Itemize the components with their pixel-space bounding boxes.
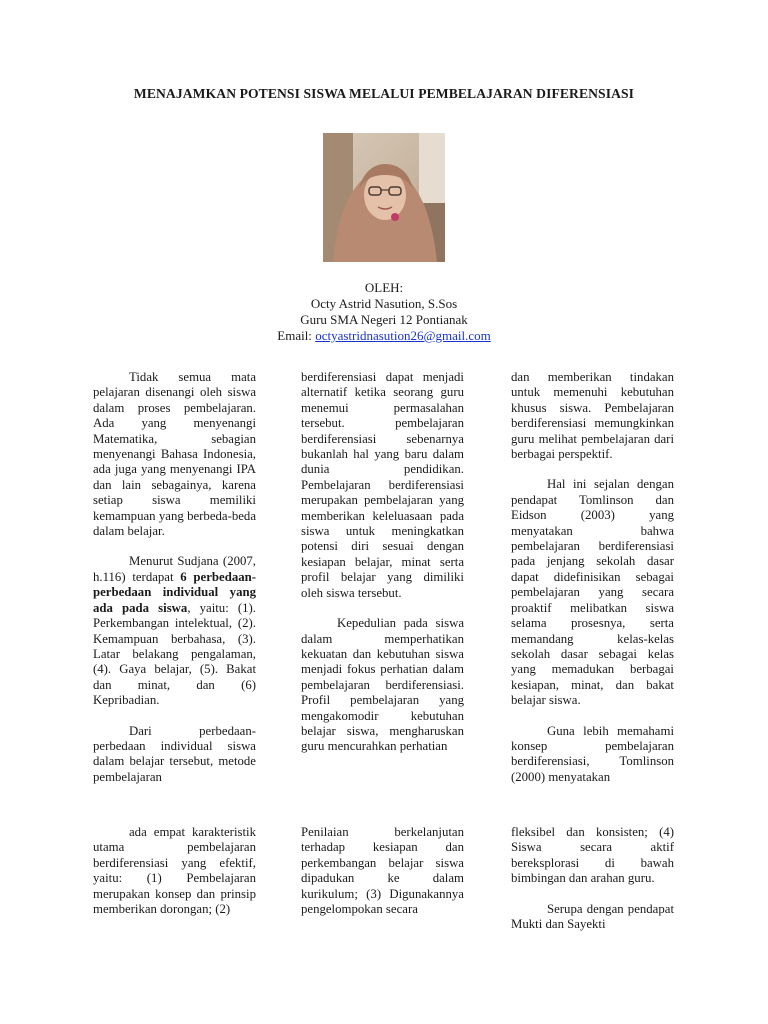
paragraph: Guna lebih memahami konsep pembelajaran berdiferensiasi, Tomlinson (2000) menyatakan: [511, 723, 674, 784]
column-2-top: [301, 370, 464, 755]
oleh-label: OLEH:: [364, 280, 404, 295]
column-2-bottom: [301, 825, 464, 917]
paragraph: berdiferensiasi dapat menjadi alternatif ketika seorang guru menemui permasalahan tersebut. pembelajaran berdiferensiasi sebenarnya bukanlah hal yang baru dalam dunia pendidikan. Pembelajaran berdiferensiasi merupakan pembelajaran yang memberikan keleluasaan pada siswa untuk meningkatkan potensi diri sesuai dengan kesiapan belajar, minat serta profil belajar yang dimiliki oleh siswa tersebut.: [301, 370, 464, 600]
article-title: MENAJAMKAN POTENSI SISWA MELALUI PEMBELAJARAN DIFERENSIASI: [133, 86, 635, 101]
paragraph: Tidak semua mata pelajaran disenangi oleh siswa dalam proses pembelajaran. Ada yang menyenangi Matematika, sebagian menyenangi Bahasa Indonesia, ada juga yang menyenangi IPA dan lain sebagainya, karena setiap siswa memiliki kemampuan yang berbeda-beda dalam belajar.: [93, 370, 256, 539]
author-name: Octy Astrid Nasution, S.Sos: [310, 296, 458, 311]
paragraph: Serupa dengan pendapat Mukti dan Sayekti: [511, 901, 674, 932]
paragraph: Hal ini sejalan dengan pendapat Tomlinson dan Eidson (2003) yang menyatakan bahwa pembelajaran berdiferensiasi pada jenjang sekolah dasar dapat didefinisikan sebagai pembelajaran yang secara proaktif melibatkan siswa selama prosesnya, serta memandang kelas-kelas sekolah dasar sebagai kelas yang memadukan berbagai kesiapan, minat, dan bakat belajar siswa.: [511, 477, 674, 708]
email-line: [0, 328, 768, 344]
column-1-bottom: [93, 825, 256, 917]
paragraph: ada empat karakteristik utama pembelajaran berdiferensiasi yang efektif, yaitu: (1) Pembelajaran merupakan konsep dan prinsip memberikan dorongan; (2): [93, 825, 256, 917]
paragraph: dan memberikan tindakan untuk memenuhi kebutuhan khusus siswa. Pembelajaran berdiferensiasi memungkinkan guru melihat pembelajaran dari berbagai perspektif.: [511, 370, 674, 462]
paragraph: Penilaian berkelanjutan terhadap kesiapan dan perkembangan belajar siswa dipadukan ke dalam kurikulum; (3) Digunakannya pengelompokan secara: [301, 825, 464, 917]
paragraph-text: Menurut Sudjana (2007, h.116) terdapat: [93, 554, 256, 584]
paragraph: Kepedulian pada siswa dalam memperhatikan kekuatan dan kebutuhan siswa menjadi fokus perhatian dalam pembelajaran berdiferensiasi. Profil pembelajaran yang mengakomodir kebutuhan belajar siswa, mengharuskan guru mencurahkan perhatian: [301, 616, 464, 754]
column-3-bottom: [511, 825, 674, 932]
author-portrait-image: [323, 133, 445, 262]
author-byline: [0, 280, 768, 344]
column-3-top: [511, 370, 674, 785]
column-1-top: [93, 370, 256, 785]
paragraph-text: , yaitu: (1). Perkembangan intelektual, (2). Kemampuan berbahasa, (3). Latar belakang pengalaman, (4). Gaya belajar, (5). Bakat dan minat, dan (6) Kepribadian.: [93, 600, 256, 708]
email-label: Email:: [277, 328, 316, 343]
author-photo: [323, 133, 445, 262]
email-link[interactable]: octyastridnasution26@gmail.com: [315, 328, 491, 343]
paragraph: [93, 554, 256, 708]
paragraph: Dari perbedaan-perbedaan individual siswa dalam belajar tersebut, metode pembelajaran: [93, 723, 256, 784]
author-affiliation: Guru SMA Negeri 12 Pontianak: [300, 312, 468, 327]
emphasis-text: 6 perbedaan-perbedaan individual yang ada pada siswa: [93, 569, 256, 615]
paragraph: fleksibel dan konsisten; (4) Siswa secara aktif bereksplorasi di bawah bimbingan dan arahan guru.: [511, 825, 674, 886]
